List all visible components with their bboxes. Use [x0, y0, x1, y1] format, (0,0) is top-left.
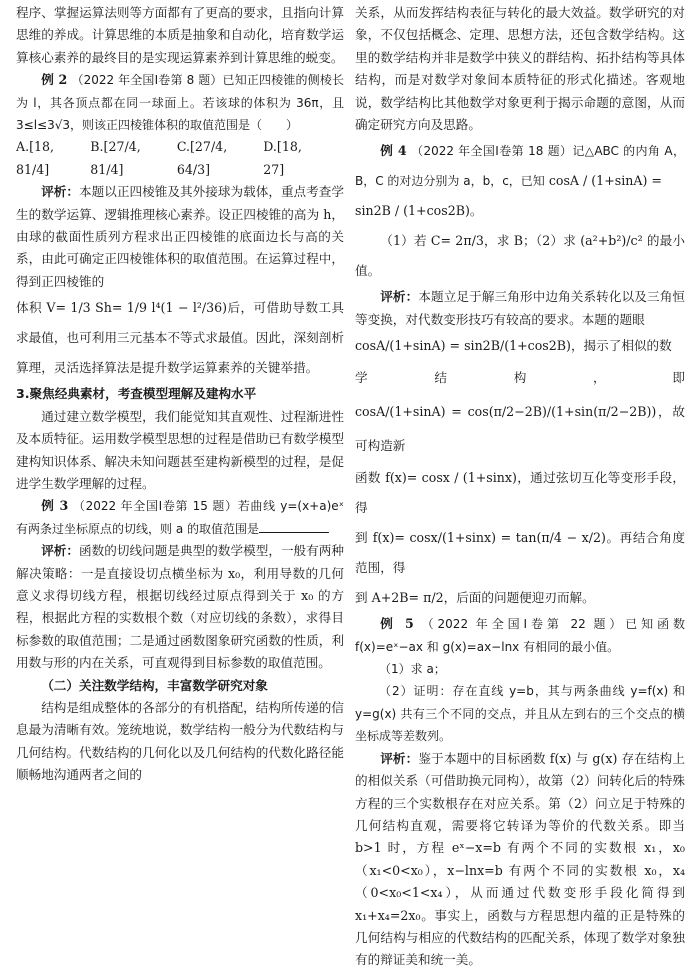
analysis-5-label: 评析：: [380, 750, 419, 766]
analysis-2: [16, 181, 344, 293]
choice-b: B.[27/4, 81/4]: [90, 139, 141, 177]
left-column: [16, 2, 344, 787]
example-2-choices: [16, 136, 344, 181]
right-column: [355, 2, 685, 972]
example-5-source: （2022 年全国Ⅰ卷第 22 题）: [421, 617, 626, 632]
example-4-text: 记△ABC 的内角 A，B，C 的对边分别为 a，b，c，已知: [355, 144, 685, 189]
analysis-2-text-a: 本题以正四棱锥及其外接球为载体，重点考查学生的数学运算、逻辑推理核心素养。设正四棱锥的高为 h，由球的截面性质列方程求出正四棱锥的底面边长与高的关系，由此可确定正四棱锥体积的取值范围。在运算过程中，得到正四棱锥的: [16, 184, 345, 289]
section-heading-3: 3.聚焦经典素材，考查模型理解及建构水平: [16, 386, 257, 402]
choice-a: A.[18, 81/4]: [16, 139, 55, 177]
example-2-source: （2022 年全国Ⅰ卷第 8 题）: [71, 73, 223, 88]
analysis-3-label: 评析：: [41, 543, 80, 559]
example-4: 例 4 （2022 年全国Ⅰ卷第 18 题）记△ABC 的内角 A，B，C 的对边分别为 a，b，c，已知 cosA / (1+sinA) =: [355, 143, 685, 189]
example-5-head: 例 5: [380, 616, 414, 632]
example-5: [355, 613, 685, 658]
analysis-3: [16, 540, 344, 674]
analysis-4-eq-2: cosA/(1+sinA) = cos(π/2−2B)/(1+sin(π/2−2B)): [355, 404, 657, 420]
example-3-head: 例 3: [41, 498, 69, 514]
analysis-2-formula-line: [16, 293, 344, 383]
example-4-eq-lhs: cosA / (1+sinA): [548, 173, 648, 189]
analysis-4-text-b: ，揭示了相似的数: [570, 338, 672, 354]
analysis-4-eq-1: cosA/(1+sinA) = sin2B/(1+cos2B): [355, 338, 571, 354]
analysis-4-label: 评析：: [380, 289, 419, 305]
answer-blank: [259, 518, 329, 533]
analysis-4-eq-line-1: [355, 331, 685, 361]
analysis-2-text-b: 后，可借助导数工具求最值，也可利用三元基本不等式求最值。因此，深刻剖析算理，灵活选择算法是提升数学运算素养的关键举措。: [16, 300, 345, 376]
example-3-text: 若曲线 y=(x+a)eˣ 有两条过坐标原点的切线，则 a 的取值范围是: [16, 499, 344, 536]
analysis-4-text-f: 到 f(x)= cosx/(1+sinx) = tan(π/4 − x/2)。再结合角度范围，得: [355, 530, 685, 576]
choice-d: D.[18, 27]: [263, 139, 302, 177]
structure-paragraph: 结构是组成整体的各部分的有机搭配，结构所传递的信息最为清晰有效。笼统地说，数学结构一般分为代数结构与几何结构。代数结构的几何化以及几何结构的代数化路径能顺畅地沟通两者之间的: [16, 699, 344, 783]
analysis-4-text-e: 函数 f(x)= cosx / (1+sinx)，通过弦切互化等变形手段，得: [355, 470, 685, 516]
example-4-eq-line: sin2B / (1+cos2B)。: [355, 203, 483, 219]
analysis-5: [355, 748, 685, 972]
example-5-q2: （2）证明：存在直线 y=b，其与两条曲线 y=f(x) 和 y=g(x) 共有三个不同的交点，并且从左到右的三个交点的横坐标成等差数列。: [355, 684, 685, 744]
example-3: [16, 495, 344, 540]
example-4-source: （2022 年全国Ⅰ卷第 18 题）: [411, 144, 573, 159]
analysis-2-label: 评析：: [41, 184, 80, 200]
example-4-head: 例 4: [380, 143, 407, 159]
analysis-4-text-g: 到 A+2B= π/2，后面的问题便迎刃而解。: [355, 590, 595, 606]
example-5-q1: （1）求 a；: [379, 662, 446, 677]
section-heading-b: （二）关注数学结构，丰富数学研究对象: [41, 677, 268, 693]
example-4-questions: （1）若 C= 2π/3，求 B；（2）求 (a²+b²)/c² 的最小值。: [355, 233, 685, 279]
example-2: [16, 69, 344, 136]
analysis-4-eq-line-2: [355, 361, 685, 463]
analysis-4-text-a: 本题立足于解三角形中边角关系转化以及三角恒等变换，对代数变形技巧有较高的要求。本题的题眼: [355, 289, 686, 327]
choice-c: C.[27/4, 64/3]: [176, 139, 228, 177]
analysis-2-formula: 体积 V= 1/3 Sh= 1/9 l⁴(1 − l²/36): [16, 300, 228, 316]
continuation-paragraph: 关系，从而发挥结构表征与转化的最大效益。数学研究的对象，不仅包括概念、定理、思想方法，还包含数学结构。这里的数学结构并非是数学中狭义的群结构、拓扑结构等具体结构，而是对数学对象间本质特征的形式化描述。客观地说，数学结构比其他数学对象更利于揭示命题的意图，从而确定研究方向及思路。: [355, 5, 685, 133]
analysis-4: [355, 286, 685, 331]
intro-paragraph: 程序、掌握运算法则等方面都有了更高的要求，且指向计算思维的养成。计算思维的本质是抽象和自动化，培育数学运算核心素养的最终目的是实现运算素养到计算思维的蜕变。: [16, 5, 344, 65]
example-5-text: 已知函数 f(x)=eˣ−ax 和 g(x)=ax−lnx 有相同的最小值。: [355, 617, 685, 654]
example-4-eq-rhs: sin2B / (1+cos2B): [355, 203, 470, 219]
analysis-5-text: 鉴于本题中的目标函数 f(x) 与 g(x) 存在结构上的相似关系（可借助换元同构），故第（2）问转化后的特殊方程的三个实数根存在对应关系。第（2）问立足于特殊的几何结构直观，需要将它转译为等价的代数关系。即当 b>1 时，方程 eˣ−x=b 有两个不同的实数根 x₁，x₀（x₁<0<x₀），x−lnx=b 有两个不同的实数根 x₀，x₄（0<x₀<1<x₄），从而通过代数变形手段化简得到 x₁+x₄=2x₀。事实上，函数与方程思想内蕴的正是特殊的几何结构与相应的代数结构的匹配关系，体现了数学对象独有的辩证美和统一美。: [355, 750, 686, 968]
example-2-head: 例 2: [41, 72, 68, 88]
analysis-4-text-d: ，故可构造新: [355, 404, 685, 454]
analysis-3-text: 函数的切线问题是典型的数学模型，一般有两种解决策略：一是直接设切点横坐标为 x₀，利用导数的几何意义求得切线方程，根据切线经过原点得到关于 x₀ 的方程，根据此方程的实数根个数（对应切线的条数），求得目标参数的取值范围；二是通过函数图象研究函数的性质，利用数与形的内在关系，可直观得到目标参数的取值范围。: [16, 543, 345, 671]
example-3-source: （2022 年全国Ⅰ卷第 15 题）: [72, 499, 238, 514]
model-paragraph: 通过建立数学模型，我们能觉知其直观性、过程渐进性及本质特征。运用数学模型思想的过程是借助已有数学模型建构知识体系、解决未知问题甚至建构新模型的过程，是促进学生数学理解的过程。: [16, 408, 344, 491]
analysis-4-text-c: 学结构，即: [355, 370, 685, 386]
example-2-text: 已知正四棱锥的侧棱长为 l，其各顶点都在同一球面上。若该球的体积为 36π，且 3≤l≤3√3，则该正四棱锥体积的取值范围是（ ）: [16, 73, 344, 133]
